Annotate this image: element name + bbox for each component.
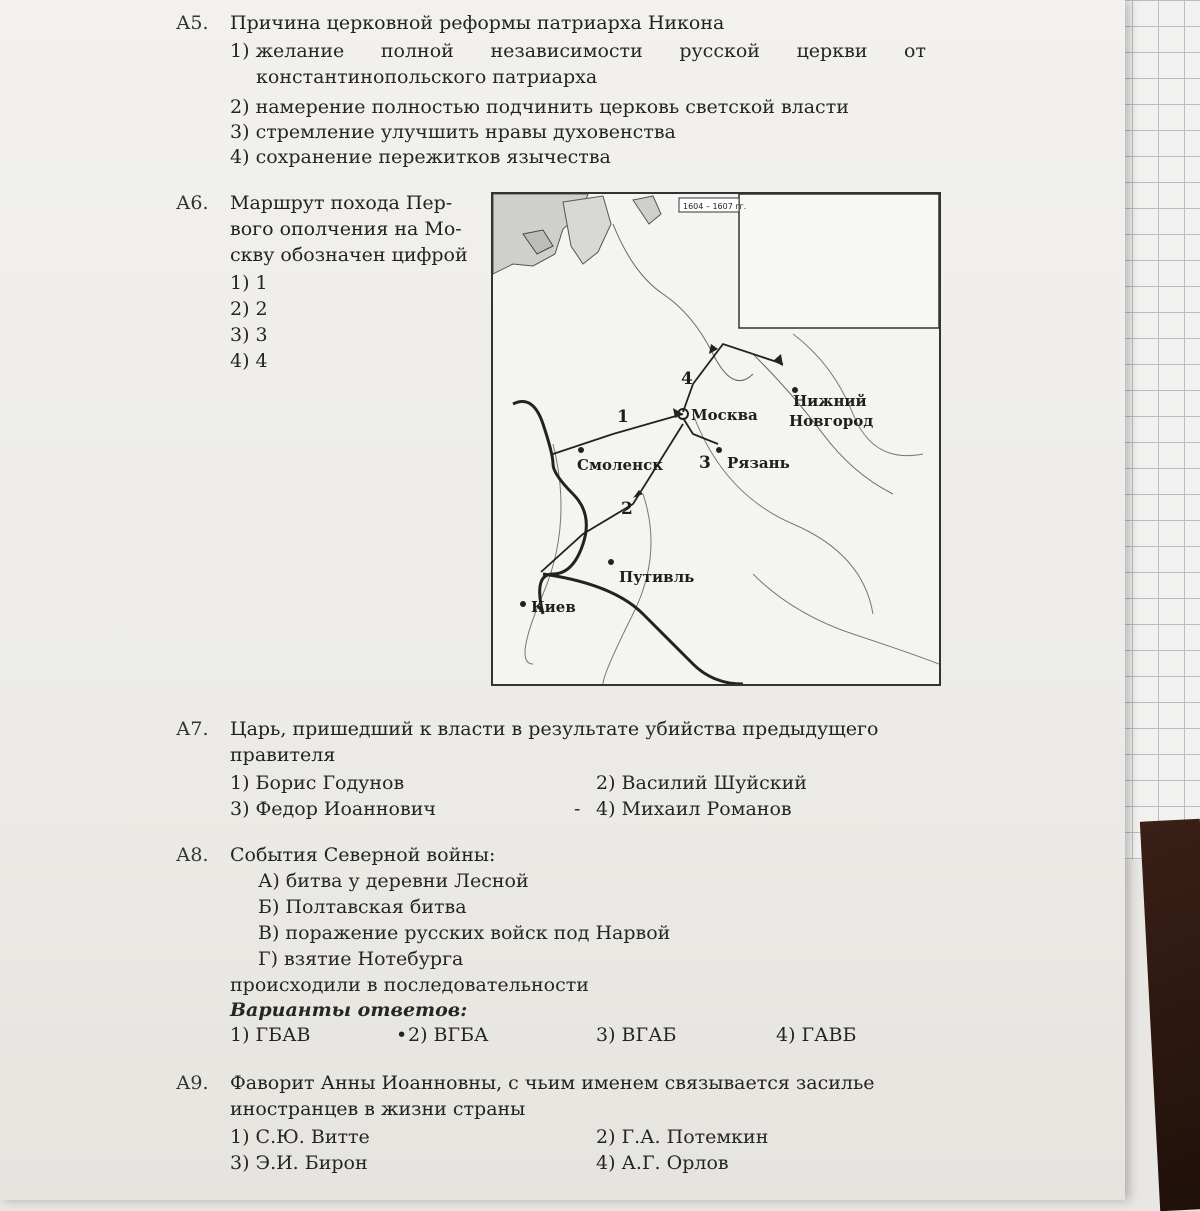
route-number-3: 3 xyxy=(699,453,711,473)
option-2: 2) Василий Шуйский xyxy=(596,772,807,794)
option-2: 2) Г.А. Потемкин xyxy=(596,1126,769,1148)
inset-label: 1604 – 1607 гг. xyxy=(683,202,747,211)
route-arrow xyxy=(773,354,783,366)
question-text-line-3: скву обозначен цифрой xyxy=(230,244,468,266)
question-number: А5. xyxy=(176,12,209,34)
lake-shape xyxy=(633,196,661,224)
question-text: Причина церковной реформы патриарха Никона xyxy=(230,12,725,34)
answers-title: Варианты ответов: xyxy=(230,999,468,1021)
option-4: 4) А.Г. Орлов xyxy=(596,1152,729,1174)
option-3: 3) стремление улучшить нравы духовенства xyxy=(230,121,676,143)
question-number: А7. xyxy=(176,718,209,740)
river xyxy=(525,444,561,664)
route-number-1: 1 xyxy=(617,407,629,427)
route-4 xyxy=(683,344,783,412)
answer-mark: - xyxy=(574,798,581,820)
lake-shape xyxy=(563,196,611,264)
question-text-line-1: Царь, пришедший к власти в результате убийства предыдущего xyxy=(230,718,879,740)
question-text: События Северной войны: xyxy=(230,844,496,866)
question-text-line-2: правителя xyxy=(230,744,336,766)
option-1: 1) 1 xyxy=(230,272,268,294)
option-2: 2) ВГБА xyxy=(408,1024,489,1046)
city-label-nizhny-2: Новгород xyxy=(789,412,874,430)
city-label-putivl: Путивль xyxy=(619,568,695,586)
city-dot-smolensk xyxy=(578,447,584,453)
question-text-line-2: вого ополчения на Мо- xyxy=(230,218,462,240)
option-3: 3) ВГАБ xyxy=(596,1024,677,1046)
option-3: 3) Федор Иоаннович xyxy=(230,798,436,820)
question-number: А8. xyxy=(176,844,209,866)
city-label-kiev: Киев xyxy=(531,598,576,616)
city-label-ryazan: Рязань xyxy=(727,454,790,472)
event-g: Г) взятие Нотебурга xyxy=(258,948,464,970)
option-1: 1) С.Ю. Витте xyxy=(230,1126,370,1148)
question-text-line-2: иностранцев в жизни страны xyxy=(230,1098,526,1120)
option-1: 1) Борис Годунов xyxy=(230,772,405,794)
question-text-line-1: Маршрут похода Пер- xyxy=(230,192,453,214)
event-v: В) поражение русских войск под Нарвой xyxy=(258,922,671,944)
desk-surface xyxy=(1140,819,1200,1211)
city-label-nizhny-1: Нижний xyxy=(793,392,867,410)
historical-map xyxy=(491,192,941,686)
river xyxy=(603,494,651,684)
option-3: 3) Э.И. Бирон xyxy=(230,1152,368,1174)
river xyxy=(753,574,939,664)
question-number: А6. xyxy=(176,192,209,214)
inset-box xyxy=(739,194,939,328)
city-dot-kiev xyxy=(520,601,526,607)
state-border xyxy=(513,402,586,615)
city-dot-ryazan xyxy=(716,447,722,453)
option-1: 1) ГБАВ xyxy=(230,1024,311,1046)
answer-mark: • xyxy=(396,1024,408,1046)
option-4: 4) ГАВБ xyxy=(776,1024,857,1046)
option-4: 4) 4 xyxy=(230,350,268,372)
option-4: 4) сохранение пережитков язычества xyxy=(230,146,611,168)
option-1: 1) желание полной независимости русской церкви от константинопольского патриарха xyxy=(230,40,926,88)
map-drawing xyxy=(493,194,939,684)
option-2: 2) 2 xyxy=(230,298,268,320)
event-a: А) битва у деревни Лесной xyxy=(258,870,529,892)
option-2: 2) намерение полностью подчинить церковь светской власти xyxy=(230,96,849,118)
city-label-moscow: Москва xyxy=(691,406,758,424)
city-label-smolensk: Смоленск xyxy=(577,456,664,474)
city-dot-putivl xyxy=(608,559,614,565)
option-4: 4) Михаил Романов xyxy=(596,798,792,820)
river xyxy=(613,224,753,381)
route-number-2: 2 xyxy=(621,499,633,519)
route-number-4: 4 xyxy=(681,369,693,389)
event-b: Б) Полтавская битва xyxy=(258,896,467,918)
question-text-line-1: Фаворит Анны Иоанновны, с чьим именем связывается засилье xyxy=(230,1072,875,1094)
river xyxy=(693,414,873,614)
question-number: А9. xyxy=(176,1072,209,1094)
route-2 xyxy=(541,424,683,572)
option-3: 3) 3 xyxy=(230,324,268,346)
sequence-text: происходили в последовательности xyxy=(230,974,589,996)
